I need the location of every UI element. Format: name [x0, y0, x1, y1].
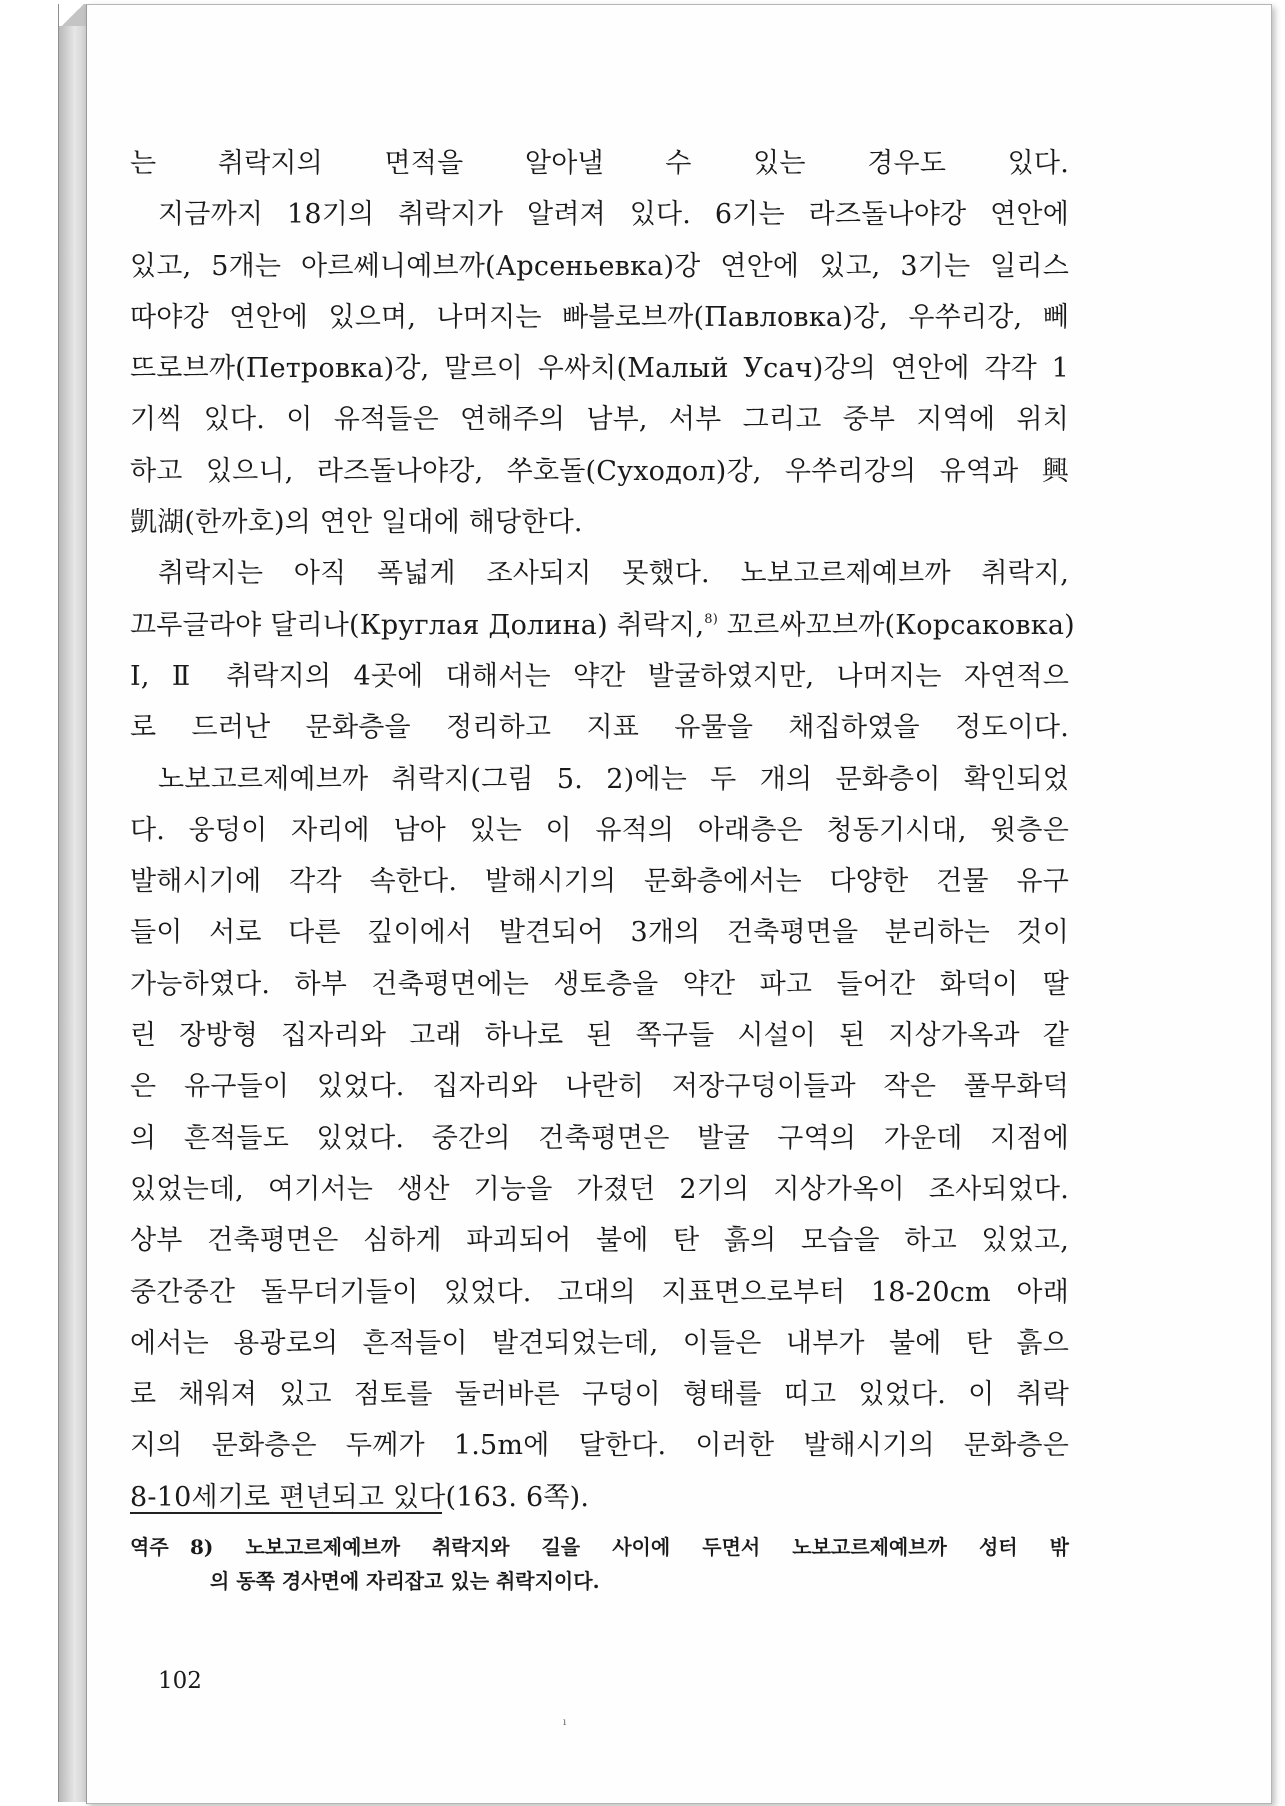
footnote-marker: 8): [704, 611, 718, 627]
text-line: I, Ⅱ 취락지의 4곳에 대해서는 약간 발굴하였지만, 나머지는 자연적으: [130, 660, 1069, 692]
footnote: [130, 1530, 1069, 1598]
text-line: 취락지는 아직 폭넓게 조사되지 못했다. 노보고르제예브까 취락지,: [158, 558, 1069, 590]
text-line: 있었는데, 여기서는 생산 기능을 가졌던 2기의 지상가옥이 조사되었다.: [130, 1173, 1069, 1205]
book-spine: [58, 4, 87, 1802]
text-line: 8-10세기로 편년되고 있다(163. 6쪽).: [130, 1481, 590, 1513]
page-number: 102: [158, 1668, 202, 1694]
text-line: 지금까지 18기의 취락지가 알려져 있다. 6기는 라즈돌나야강 연안에: [158, 199, 1069, 231]
footnote-divider: [130, 1512, 442, 1514]
footnote-row: [130, 1530, 1069, 1598]
text-line: 凱湖(한까호)의 연안 일대에 해당한다.: [130, 507, 583, 539]
text-line: 는 취락지의 면적을 알아낼 수 있는 경우도 있다.: [130, 148, 1069, 179]
text-line: 따야강 연안에 있으며, 나머지는 빠블로브까(Павловка)강, 우쑤리강, 뻬: [130, 301, 1069, 333]
text-line: 로 드러난 문화층을 정리하고 지표 유물을 채집하였을 정도이다.: [130, 712, 1069, 744]
text-line-with-footnote: [130, 600, 1075, 651]
text-line: 있고, 5개는 아르쎄니예브까(Арсеньевка)강 연안에 있고, 3기는 일리스: [130, 250, 1069, 282]
scan-speck: ı: [563, 1717, 567, 1728]
text-segment: 꼬르싸꼬브까(Корсаковка): [718, 609, 1075, 641]
text-line: 의 흔적들도 있었다. 중간의 건축평면은 발굴 구역의 가운데 지점에: [130, 1122, 1069, 1154]
text-line: 은 유구들이 있었다. 집자리와 나란히 저장구덩이들과 작은 풀무화덕: [130, 1071, 1069, 1103]
text-line: 린 장방형 집자리와 고래 하나로 된 쪽구들 시설이 된 지상가옥과 같: [130, 1020, 1069, 1052]
text-line: 뜨로브까(Петровка)강, 말르이 우싸치(Малый Усач)강의 연안에 각각 1: [130, 353, 1069, 385]
text-line: 노보고르제예브까 취락지(그림 5. 2)에는 두 개의 문화층이 확인되었: [158, 763, 1069, 795]
text-segment: 끄루글라야 달리나(Круглая Долина) 취락지,: [130, 609, 705, 641]
text-line: 지의 문화층은 두께가 1.5m에 달한다. 이러한 발해시기의 문화층은: [130, 1430, 1069, 1462]
text-line: 중간중간 돌무더기들이 있었다. 고대의 지표면으로부터 18-20cm 아래: [130, 1276, 1069, 1308]
text-line: 기씩 있다. 이 유적들은 연해주의 남부, 서부 그리고 중부 지역에 위치: [130, 404, 1069, 436]
text-line: 발해시기에 각각 속한다. 발해시기의 문화층에서는 다양한 건물 유구: [130, 866, 1069, 898]
text-line: 에서는 용광로의 흔적들이 발견되었는데, 이들은 내부가 불에 탄 흙으: [130, 1327, 1069, 1359]
text-line: 상부 건축평면은 심하게 파괴되어 불에 탄 흙의 모습을 하고 있었고,: [130, 1225, 1069, 1257]
footnote-line: 의 동쪽 경사면에 자리잡고 있는 취락지이다.: [210, 1569, 600, 1593]
footnote-label: 역주: [130, 1535, 169, 1559]
footnote-line: 8) 노보고르제예브까 취락지와 길을 사이에 두면서 노보고르제예브까 성터 밖: [190, 1535, 1069, 1559]
text-line: 가능하였다. 하부 건축평면에는 생토층을 약간 파고 들어간 화덕이 딸: [130, 968, 1069, 1000]
text-line: 하고 있으니, 라즈돌나야강, 쑤호돌(Суходол)강, 우쑤리강의 유역과 興: [130, 455, 1069, 487]
text-line: 들이 서로 다른 깊이에서 발견되어 3개의 건축평면을 분리하는 것이: [130, 917, 1069, 949]
text-line: 다. 웅덩이 자리에 남아 있는 이 유적의 아래층은 청동기시대, 윗층은: [130, 814, 1069, 846]
body-text: [130, 138, 1075, 1523]
text-line: 로 채워져 있고 점토를 둘러바른 구덩이 형태를 띠고 있었다. 이 취락: [130, 1379, 1069, 1411]
footnote-body: [190, 1530, 1069, 1598]
